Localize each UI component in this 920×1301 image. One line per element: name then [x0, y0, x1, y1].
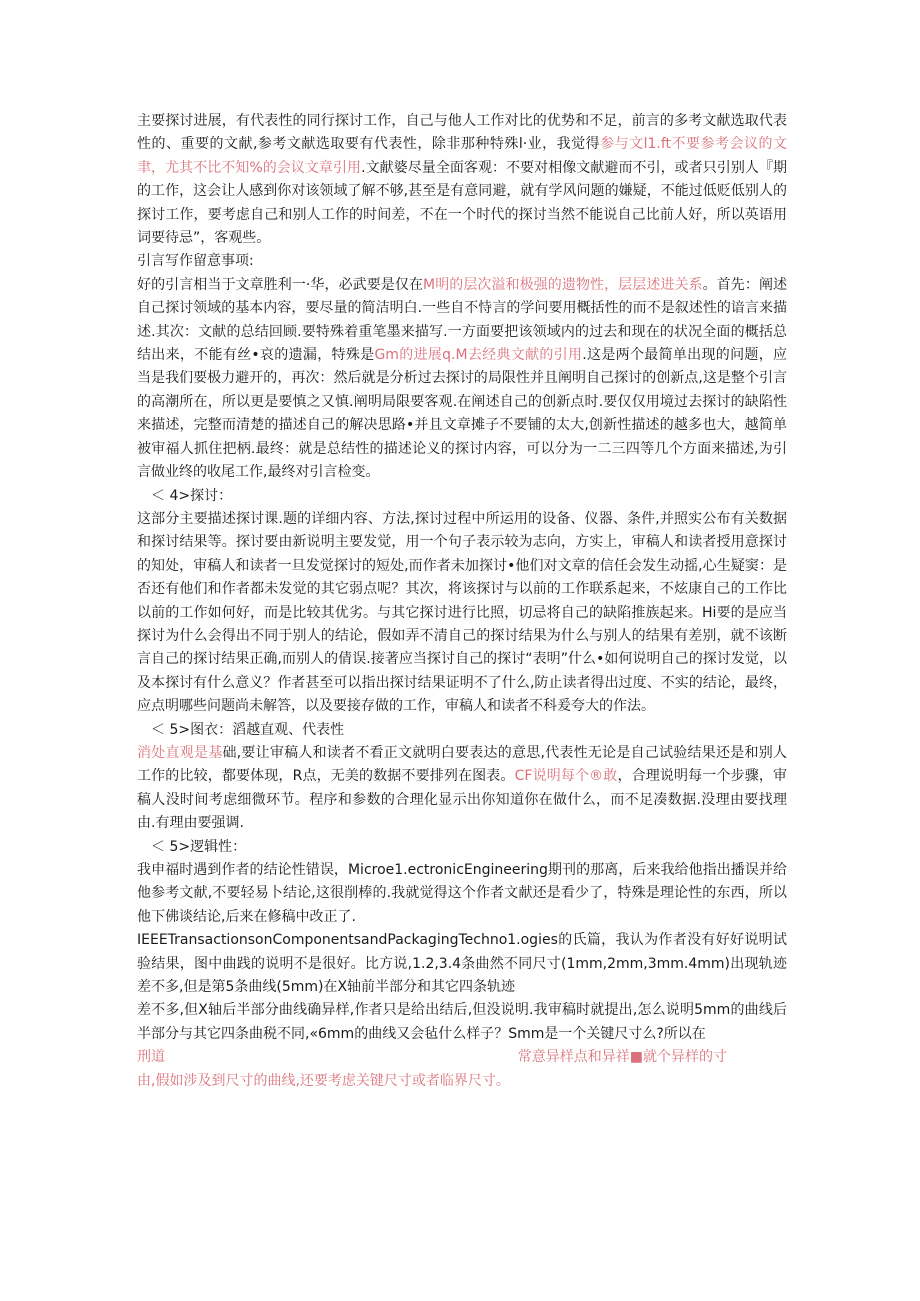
document-body: [137, 110, 787, 1093]
highlighted-text: 消处直观是基: [137, 744, 223, 761]
paragraph-curve-conclusion: [137, 1070, 787, 1093]
highlighted-text: Gm的进展q.M去经典文献的引用: [374, 347, 583, 364]
highlighted-text: 参与文l1.ft不要参考会议的文聿，尤其不比不知%的会议文章引用: [137, 136, 787, 176]
text-run: 主要探讨进展，有代表性的同行探讨工作，自己与他人工作对比的优势和不足，前言的多考文献选取代表性的、重要的文献,参考文献选取要有代表性，除非那种特殊l·业，我觉得: [137, 113, 787, 153]
text-run: 础,要让审稿人和读者不看正文就明白要表达的意思,代表性无论是自己试验结果还是和别人工作的比较，都要体现，R点，无美的数据不要排列在图表。: [137, 744, 787, 785]
highlighted-text: CF说明每个®敢: [514, 768, 618, 785]
paragraph-introduction: [137, 274, 787, 485]
paragraph-ieee-example: IEEETransactionsonComponentsandPackagingTechno1.ogies的氏篇，我认为作者没有好好说明试验结果，图中曲践的说明不是很好。比方说,1.2,3.4条曲然不同尺寸(1mm,2mm,3mm.4mm)出现轨迹差不多,但是第5条曲线(5mm)在X轴前半部分和其它四条轨迹: [137, 932, 787, 996]
highlighted-text: 刑道: [137, 1049, 165, 1066]
heading-introduction-notes: 引言写作留意事项:: [137, 253, 254, 270]
text-run: 差不多,但X轴后半部分曲线确异样,作者只是给出结后,但没说明.我审稿时就提出,怎么说明5mm的曲线后半部分与其它四条曲税不同,«6mm的曲线又会毡什么样子？Smm是一个关键尺寸么?所以在: [137, 1002, 787, 1042]
text-run: ，合理说明每一个步骤，审稿人没时间考虑细微环节。程序和参数的合理化显示出你知道你在做什么，而不足凑数据.没理由要找理由.有理由要强调.: [137, 768, 788, 832]
paragraph-figures: [137, 742, 787, 836]
text-run: 好的引言相当于文章胜利一·华，必武要是仅在: [137, 276, 424, 293]
paragraph-discussion: 这部分主要描述探讨课.题的详细内容、方法,探讨过程中所运用的设备、仪器、条件,并照实公布有关数据和探讨结果等。探讨要由新说明主要发觉，用一个句子表示较为志向，方实上，审稿人和读者授用意探讨的知处，审稿人和读者一旦发觉探讨的短处,而作者未加探讨•他们对文章的信任会发生动摇,心生疑窦：是否还有他们和作者都未发觉的其它弱点呢？其次，将该探讨与以前的工作联系起来，不炫康自己的工作比以前的工作如何好，而是比较其优劣。与其它探讨进行比照，切忌将自己的缺陷推族起来。Hi要的是应当探讨为什么会得出不同于别人的结论，假如弄不清自己的探讨结果为什么与别人的结果有差别，就不该断言自己的探讨结果正确,而别人的倩误.接著应当探讨自己的探讨“表明”什么•如何说明自己的探讨发觉，以及本探讨有什么意义？作者甚至可以指出探讨结果证明不了什么,防止读者得出过度、不实的结论，最终，应点明哪些问题尚未解答，以及要接存做的工作，审稿人和读者不科爰夸大的作法。: [137, 510, 787, 715]
heading-section-5-logic: ＜ 5>逻辑性：: [151, 838, 247, 855]
split-highlight-line: [137, 1046, 727, 1069]
highlighted-text: 常意异样点和异祥■就个异样的寸: [517, 1049, 727, 1066]
text-run: .这是两个最简单出现的问题，应当是我们要极力避开的，再次：然后就是分析过去探讨的局限性并且阐明自己探讨的创新点,这是整个引言的高潮所在，所以更是要慎之又慎.阐明局限要客观.在阐述自己的创新点时.要仅仅用境过去探讨的缺陷性来描述，完整而清楚的描述自己的解决思路•并且文章摊子不要铺的太大,创新性描述的越多也大，越简单被审福人抓住把柄.最终：就是总结性的描述论义的探讨内容，可以分为一二三四等几个方面来描述,为引言做业终的收尾工作,最终对引言检变。: [137, 347, 788, 481]
text-run: 。首先：阐述自己探讨领域的基本内容，要尽量的简洁明白.一些自不恃言的学问要用概括性的而不是叙述性的谙言来描述.其次：文献的总结回顾.要特殊着重笔墨来描写.一方面要把该领域内的过去和现在的状况全面的概括总结出来，不能有丝•哀的遗漏，特殊是: [137, 276, 788, 364]
heading-section-4-discussion: ＜ 4>探讨：: [151, 487, 233, 504]
text-run: .文献婆尽量全面客观：不要对相像文献避而不引，或者只引别人『期的工作，这会让人感到你对该领域了解不够,甚至是有意同避，就有学风问题的嫌疑，不能过低贬低别人的探讨工作，要考虑自己和别人工作的时间差，不在一个时代的探讨当然不能说自己比前人好，所以英语用词要待忌”，客观些。: [137, 159, 787, 247]
paragraph-references-guidance: [137, 110, 787, 250]
highlighted-text: 由,假如涉及到尺寸的曲线,还要考虑关键尺寸或者临界尺寸。: [137, 1072, 510, 1089]
highlighted-text: M明的层次溢和极强的遗物性，层层述进关系: [423, 276, 703, 293]
paragraph-logic: 我申福时遇到作者的结论性错误，Microe1.ectronicEngineering期刊的那离，后来我给他指出播误并给他参考文献,不要轻易卜结论,这很削棒的.我就觉得这个作者文献还是看少了，特殊是理论性的东西，所以他下佛谈结论,后来在修稿中改正了.: [137, 862, 787, 925]
paragraph-curve-example: [137, 999, 787, 1046]
heading-section-5-figures: ＜ 5>图衣：滔越直观、代表性: [151, 721, 345, 738]
